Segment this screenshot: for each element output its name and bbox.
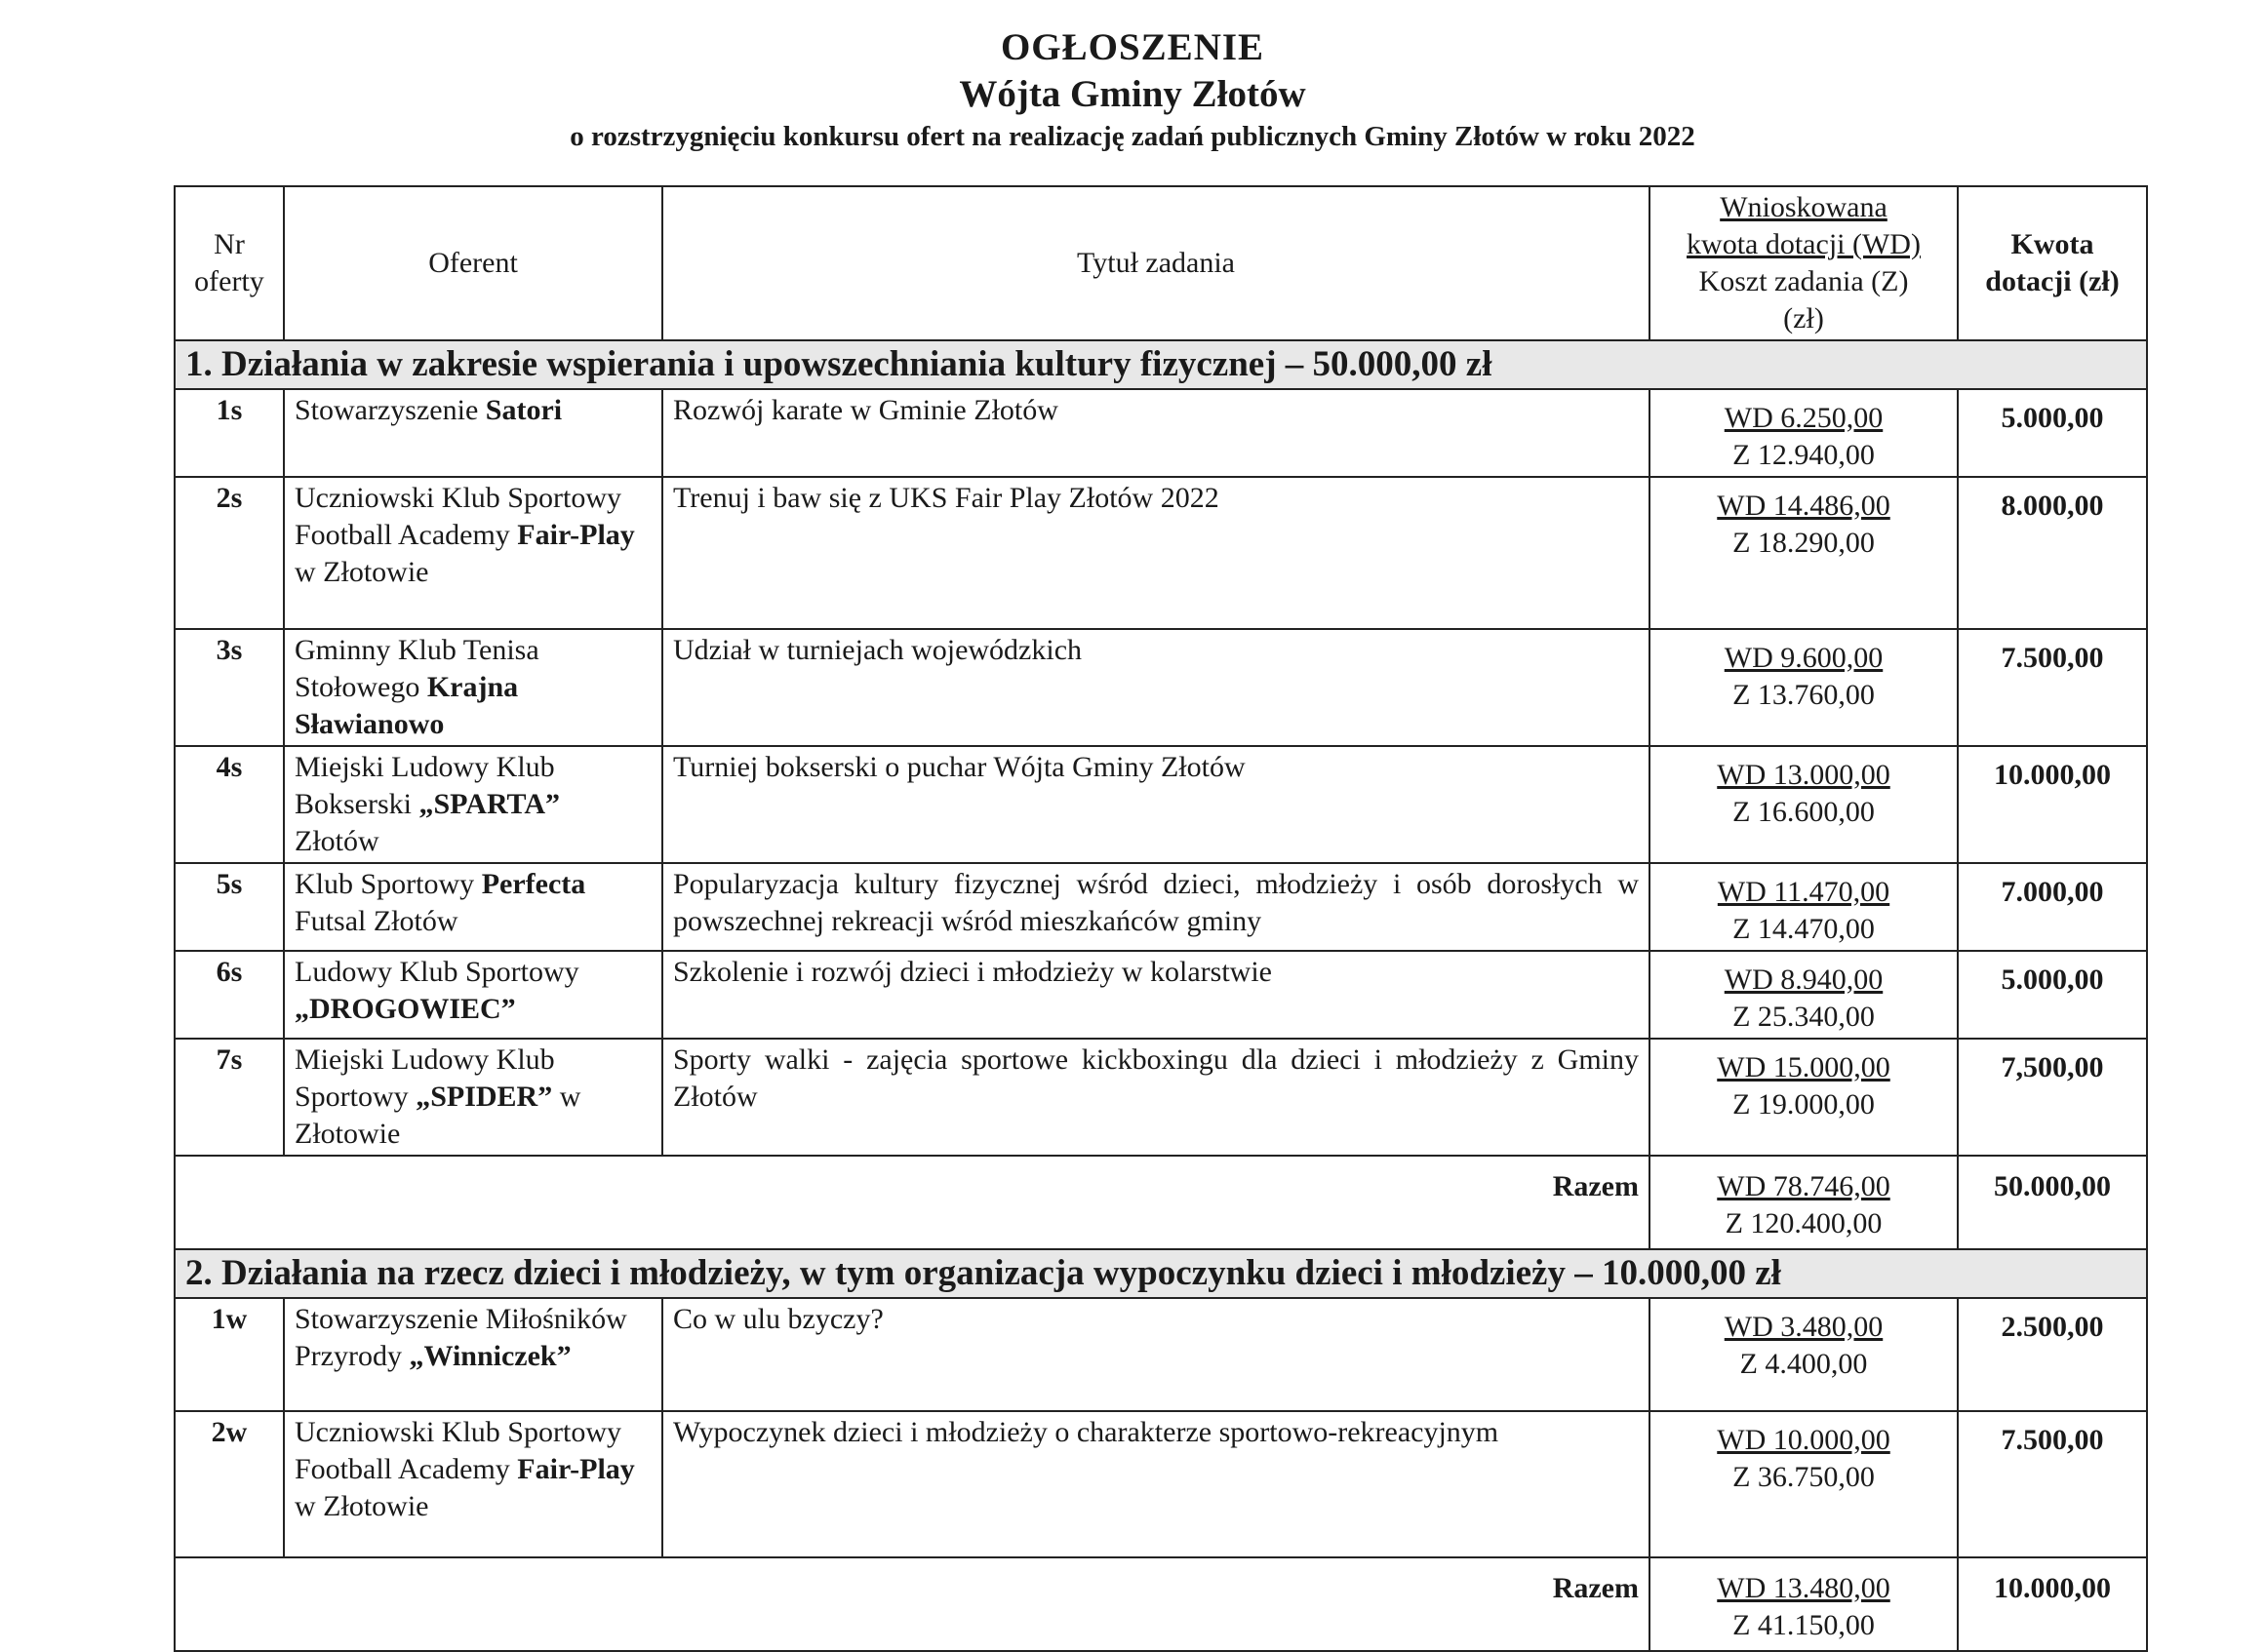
task-cost: Z 25.340,00 [1732,1001,1875,1033]
col-header-wd [1649,186,1958,340]
offer-applicant [284,629,662,746]
col-header-wd-line2: kwota dotacji (WD) [1687,228,1921,260]
applicant-name-part: Uczniowski Klub Sportowy Football Academy [295,482,621,551]
col-header-oferent: Oferent [284,186,662,340]
total-requested-amount: WD 13.480,00 [1717,1572,1890,1604]
requested-amount: WD 10.000,00 [1717,1424,1890,1456]
offer-number: 4s [175,746,284,863]
applicant-name-bold: Perfecta [481,868,586,900]
offers-table [174,185,2148,1652]
offer-number: 3s [175,629,284,746]
col-header-tytul: Tytuł zadania [662,186,1649,340]
section-title: 2. Działania na rzecz dzieci i młodzieży, w tym organizacja wypoczynku dzieci i młodzieży – 10.000,00 zł [175,1249,2147,1298]
total-task-cost: Z 120.400,00 [1725,1207,1883,1239]
requested-amount: WD 11.470,00 [1717,876,1890,908]
total-row [175,1557,2147,1651]
applicant-name-bold: Fair-Play [517,519,635,551]
task-cost: Z 36.750,00 [1732,1461,1875,1493]
requested-amount: WD 8.940,00 [1724,964,1884,996]
grant-amount: 7.500,00 [1958,1411,2147,1557]
applicant-name-bold: Krajna Sławianowo [295,671,519,740]
offer-number: 2w [175,1411,284,1557]
applicant-name-bold: „SPIDER” [416,1081,553,1113]
applicant-name-bold: „SPARTA” [418,788,561,820]
applicant-name-part: Uczniowski Klub Sportowy Football Academy [295,1416,621,1485]
grant-amount: 7.500,00 [1958,629,2147,746]
task-cost: Z 4.400,00 [1739,1348,1868,1380]
grant-amount: 5.000,00 [1958,389,2147,477]
requested-amount-cell [1649,629,1958,746]
task-cost: Z 18.290,00 [1732,527,1875,559]
requested-amount: WD 15.000,00 [1717,1051,1890,1083]
offer-applicant [284,1298,662,1411]
grant-amount: 7.000,00 [1958,863,2147,951]
task-cost: Z 13.760,00 [1732,679,1875,711]
task-title: Wypoczynek dzieci i młodzieży o charakterze sportowo-rekreacyjnym [662,1411,1649,1557]
applicant-name-part: Miejski Ludowy Klub Bokserski [295,751,555,820]
task-cost: Z 19.000,00 [1732,1088,1875,1121]
total-label: Razem [175,1557,1649,1651]
task-title: Udział w turniejach wojewódzkich [662,629,1649,746]
applicant-name-bold: „DROGOWIEC” [295,993,516,1025]
offer-number: 1w [175,1298,284,1411]
total-grant-amount: 50.000,00 [1958,1156,2147,1249]
task-cost: Z 14.470,00 [1732,913,1875,945]
requested-amount-cell [1649,863,1958,951]
table-row [175,951,2147,1039]
requested-amount-cell [1649,746,1958,863]
total-requested-amount: WD 78.746,00 [1717,1170,1890,1202]
offer-number: 5s [175,863,284,951]
requested-amount-cell [1649,477,1958,629]
table-row [175,746,2147,863]
requested-amount: WD 14.486,00 [1717,490,1890,522]
task-title: Szkolenie i rozwój dzieci i młodzieży w kolarstwie [662,951,1649,1039]
table-row [175,477,2147,629]
offer-number: 2s [175,477,284,629]
table-header-row [175,186,2147,340]
applicant-name-part: Stowarzyszenie [295,394,486,426]
col-header-wd-line3: Koszt zadania (Z) [1698,265,1909,297]
requested-amount-cell [1649,1039,1958,1156]
col-header-kwota: Kwota dotacji (zł) [1958,186,2147,340]
requested-amount-cell [1649,951,1958,1039]
applicant-name-suffix: Futsal Złotów [295,905,458,937]
requested-amount: WD 9.600,00 [1724,642,1884,674]
requested-amount-cell [1649,1411,1958,1557]
requested-amount: WD 3.480,00 [1724,1311,1884,1343]
total-label: Razem [175,1156,1649,1249]
col-header-wd-line1: Wnioskowana [1720,191,1888,223]
table-row [175,1298,2147,1411]
document-title: OGŁOSZENIE [1000,26,1265,68]
table-row [175,629,2147,746]
task-title: Co w ulu bzyczy? [662,1298,1649,1411]
table-row [175,1039,2147,1156]
applicant-name-bold: Satori [485,394,563,426]
offer-applicant [284,477,662,629]
offer-applicant [284,951,662,1039]
task-title: Sporty walki - zajęcia sportowe kickboxingu dla dzieci i młodzieży z Gminy Złotów [662,1039,1649,1156]
grant-amount: 7,500,00 [1958,1039,2147,1156]
task-cost: Z 12.940,00 [1732,439,1875,471]
document-author: Wójta Gminy Złotów [959,73,1306,115]
requested-amount-cell [1649,1298,1958,1411]
requested-amount: WD 6.250,00 [1724,402,1884,434]
task-cost: Z 16.600,00 [1732,796,1875,828]
applicant-name-bold: Fair-Play [517,1453,635,1485]
total-amount-cell [1649,1557,1958,1651]
requested-amount: WD 13.000,00 [1717,759,1890,791]
table-row [175,1411,2147,1557]
section-title: 1. Działania w zakresie wspierania i upowszechniania kultury fizycznej – 50.000,00 zł [175,340,2147,389]
task-title: Rozwój karate w Gminie Złotów [662,389,1649,477]
document-subtitle: o rozstrzygnięciu konkursu ofert na realizację zadań publicznych Gminy Złotów w roku 2022 [570,121,1695,152]
applicant-name-part: Miejski Ludowy Klub Sportowy [295,1043,555,1113]
offer-number: 6s [175,951,284,1039]
grant-amount: 8.000,00 [1958,477,2147,629]
total-row [175,1156,2147,1249]
offer-applicant [284,1411,662,1557]
offer-number: 7s [175,1039,284,1156]
applicant-name-suffix: Złotów [295,825,379,857]
applicant-name-suffix: w Złotowie [295,1490,429,1522]
applicant-name-part: Gminny Klub Tenisa Stołowego [295,634,539,703]
applicant-name-bold: „Winniczek” [409,1340,572,1372]
col-header-wd-line4: (zł) [1783,302,1824,334]
applicant-name-suffix: w Złotowie [295,1081,581,1150]
applicant-name-part: Ludowy Klub Sportowy [295,956,579,988]
total-grant-amount: 10.000,00 [1958,1557,2147,1651]
section-row [175,340,2147,389]
section-row [175,1249,2147,1298]
grant-amount: 10.000,00 [1958,746,2147,863]
offer-applicant [284,746,662,863]
offer-applicant [284,863,662,951]
offer-applicant [284,1039,662,1156]
applicant-name-part: Klub Sportowy [295,868,482,900]
table-row [175,389,2147,477]
task-title: Trenuj i baw się z UKS Fair Play Złotów 2022 [662,477,1649,629]
total-amount-cell [1649,1156,1958,1249]
task-title: Turniej bokserski o puchar Wójta Gminy Złotów [662,746,1649,863]
col-header-nr: Nr oferty [175,186,284,340]
total-task-cost: Z 41.150,00 [1732,1609,1875,1641]
grant-amount: 2.500,00 [1958,1298,2147,1411]
offer-number: 1s [175,389,284,477]
task-title: Popularyzacja kultury fizycznej wśród dzieci, młodzieży i osób dorosłych w powszechnej rekreacji wśród mieszkańców gminy [662,863,1649,951]
applicant-name-part: Stowarzyszenie Miłośników Przyrody [295,1303,627,1372]
offer-applicant [284,389,662,477]
applicant-name-suffix: w Złotowie [295,556,429,588]
grant-amount: 5.000,00 [1958,951,2147,1039]
requested-amount-cell [1649,389,1958,477]
table-row [175,863,2147,951]
